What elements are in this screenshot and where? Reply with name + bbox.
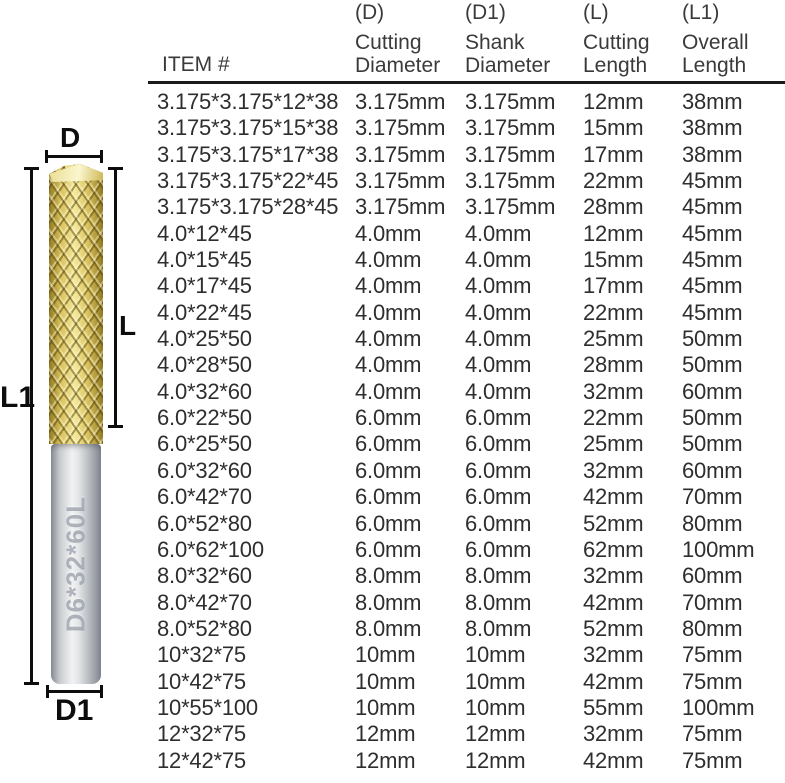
cell-d1: 4.0mm <box>465 352 532 378</box>
cell-l: 32mm <box>583 563 644 589</box>
cell-d: 4.0mm <box>355 352 422 378</box>
cell-item: 4.0*22*45 <box>157 299 252 325</box>
cell-l: 32mm <box>583 721 644 747</box>
table-row <box>157 590 785 616</box>
cell-d1: 6.0mm <box>465 457 532 483</box>
cell-item: 8.0*52*80 <box>157 615 252 641</box>
dimension-tick <box>108 167 123 170</box>
header-name-line: Length <box>682 54 747 77</box>
cell-d: 3.175mm <box>355 168 446 194</box>
table-row <box>157 721 785 747</box>
cell-l1: 50mm <box>682 431 743 457</box>
cell-l1: 75mm <box>682 747 743 773</box>
cell-l1: 60mm <box>682 378 743 404</box>
cell-l: 12mm <box>583 220 644 246</box>
cell-l1: 45mm <box>682 168 743 194</box>
table-row <box>157 537 785 563</box>
cell-l: 32mm <box>583 642 644 668</box>
cell-d1: 6.0mm <box>465 405 532 431</box>
cell-d: 6.0mm <box>355 405 422 431</box>
cell-item: 3.175*3.175*17*38 <box>157 141 339 167</box>
cell-item: 12*42*75 <box>157 747 246 773</box>
header-cutting-diameter <box>355 2 465 81</box>
cell-d1: 3.175mm <box>465 168 556 194</box>
cell-l1: 50mm <box>682 326 743 352</box>
header-item-label: ITEM # <box>162 53 230 76</box>
cell-d1: 10mm <box>465 694 526 720</box>
header-name-line: Cutting <box>583 31 650 54</box>
endmill-shank <box>51 444 101 684</box>
dimension-tick <box>45 150 48 163</box>
cell-l1: 75mm <box>682 642 743 668</box>
cell-l: 52mm <box>583 510 644 536</box>
cell-l: 52mm <box>583 615 644 641</box>
dimension-label-l: L <box>119 310 137 341</box>
cell-item: 4.0*17*45 <box>157 273 252 299</box>
header-code: (D) <box>355 1 385 24</box>
cell-d1: 10mm <box>465 668 526 694</box>
header-name-line: Diameter <box>355 54 441 77</box>
cell-l1: 45mm <box>682 247 743 273</box>
endmill-diagram <box>0 0 150 783</box>
cell-d1: 4.0mm <box>465 326 532 352</box>
table-row <box>157 484 785 510</box>
cell-item: 3.175*3.175*28*45 <box>157 194 339 220</box>
dimension-tick <box>24 682 39 685</box>
cell-item: 10*32*75 <box>157 642 246 668</box>
cell-item: 4.0*12*45 <box>157 220 252 246</box>
cell-l: 15mm <box>583 247 644 273</box>
cell-d: 10mm <box>355 694 416 720</box>
cell-d1: 4.0mm <box>465 299 532 325</box>
header-code: (L) <box>583 1 609 24</box>
cell-d1: 8.0mm <box>465 563 532 589</box>
table-row <box>157 89 785 115</box>
dimension-tick <box>108 425 123 428</box>
header-code: (D1) <box>465 1 506 24</box>
cell-item: 10*42*75 <box>157 668 246 694</box>
cell-l: 22mm <box>583 299 644 325</box>
cell-l: 12mm <box>583 89 644 114</box>
endmill-cutting-flute <box>49 164 103 444</box>
cell-item: 3.175*3.175*12*38 <box>157 89 339 114</box>
cell-d1: 4.0mm <box>465 220 532 246</box>
cell-l1: 75mm <box>682 721 743 747</box>
cell-l: 17mm <box>583 141 644 167</box>
table-row <box>157 695 785 721</box>
header-overall-length <box>682 2 785 81</box>
cell-item: 6.0*42*70 <box>157 484 252 510</box>
cell-d1: 3.175mm <box>465 141 556 167</box>
dimension-line-l1 <box>30 168 33 685</box>
cell-l: 17mm <box>583 273 644 299</box>
cell-l1: 100mm <box>682 536 755 562</box>
cell-d1: 3.175mm <box>465 194 556 220</box>
endmill-tip-facet <box>49 164 103 182</box>
spec-table-header <box>157 0 785 81</box>
cell-item: 10*55*100 <box>157 694 258 720</box>
table-row <box>157 563 785 589</box>
cell-d1: 6.0mm <box>465 510 532 536</box>
cell-l: 22mm <box>583 168 644 194</box>
cell-d: 8.0mm <box>355 563 422 589</box>
cell-l1: 45mm <box>682 220 743 246</box>
cell-d: 4.0mm <box>355 378 422 404</box>
table-row <box>157 300 785 326</box>
dimension-tick <box>24 167 39 170</box>
dimension-bracket-d1 <box>46 690 103 693</box>
cell-d1: 4.0mm <box>465 273 532 299</box>
cell-d: 6.0mm <box>355 431 422 457</box>
cell-d1: 4.0mm <box>465 247 532 273</box>
cell-d1: 12mm <box>465 747 526 773</box>
table-row <box>157 326 785 352</box>
dimension-tick <box>46 685 49 698</box>
cell-l: 62mm <box>583 536 644 562</box>
cell-d: 6.0mm <box>355 457 422 483</box>
cell-l: 42mm <box>583 589 644 615</box>
cell-d1: 8.0mm <box>465 589 532 615</box>
table-row <box>157 194 785 220</box>
header-name-line: Shank <box>465 31 525 54</box>
cell-d1: 8.0mm <box>465 615 532 641</box>
cell-l1: 45mm <box>682 299 743 325</box>
cell-d: 8.0mm <box>355 589 422 615</box>
cell-d: 6.0mm <box>355 536 422 562</box>
dimension-label-l1: L1 <box>0 381 36 414</box>
cell-l: 42mm <box>583 747 644 773</box>
cell-d: 6.0mm <box>355 510 422 536</box>
cell-l1: 70mm <box>682 484 743 510</box>
header-code: (L1) <box>682 1 720 24</box>
cell-item: 4.0*28*50 <box>157 352 252 378</box>
cell-item: 3.175*3.175*22*45 <box>157 168 339 194</box>
spec-table-body <box>157 89 785 774</box>
cell-d: 3.175mm <box>355 194 446 220</box>
dimension-bracket-d <box>45 155 103 158</box>
shank-engraving-text: D6*32*60L <box>60 495 91 633</box>
cell-d1: 4.0mm <box>465 378 532 404</box>
cell-d1: 6.0mm <box>465 536 532 562</box>
cell-l1: 60mm <box>682 457 743 483</box>
cell-d1: 3.175mm <box>465 89 556 114</box>
table-row <box>157 115 785 141</box>
table-row <box>157 616 785 642</box>
cell-item: 6.0*22*50 <box>157 405 252 431</box>
cell-l1: 45mm <box>682 273 743 299</box>
cell-l1: 80mm <box>682 510 743 536</box>
table-row <box>157 247 785 273</box>
cell-d: 4.0mm <box>355 273 422 299</box>
cell-l: 15mm <box>583 115 644 141</box>
table-row <box>157 405 785 431</box>
cell-l: 32mm <box>583 378 644 404</box>
cell-d: 8.0mm <box>355 615 422 641</box>
cell-item: 4.0*32*60 <box>157 378 252 404</box>
header-item-number <box>157 2 355 81</box>
header-shank-diameter <box>465 2 583 81</box>
table-row <box>157 168 785 194</box>
cell-item: 4.0*25*50 <box>157 326 252 352</box>
cell-l: 22mm <box>583 405 644 431</box>
cell-l: 25mm <box>583 326 644 352</box>
cell-l1: 70mm <box>682 589 743 615</box>
header-name-line: Overall <box>682 31 749 54</box>
table-row <box>157 142 785 168</box>
cell-l1: 50mm <box>682 352 743 378</box>
table-row <box>157 273 785 299</box>
cell-item: 8.0*42*70 <box>157 589 252 615</box>
cell-l: 55mm <box>583 694 644 720</box>
cell-l1: 100mm <box>682 694 755 720</box>
cell-item: 6.0*52*80 <box>157 510 252 536</box>
dimension-label-d: D <box>60 122 81 153</box>
table-row <box>157 748 785 774</box>
table-row <box>157 431 785 457</box>
cell-d: 3.175mm <box>355 115 446 141</box>
table-row <box>157 511 785 537</box>
cell-d: 10mm <box>355 668 416 694</box>
cell-item: 4.0*15*45 <box>157 247 252 273</box>
cell-d: 4.0mm <box>355 220 422 246</box>
cell-d: 6.0mm <box>355 484 422 510</box>
cell-item: 6.0*32*60 <box>157 457 252 483</box>
cell-l: 28mm <box>583 352 644 378</box>
cell-l1: 38mm <box>682 115 743 141</box>
cell-d1: 6.0mm <box>465 431 532 457</box>
cell-d: 12mm <box>355 747 416 773</box>
table-row <box>157 458 785 484</box>
cell-d: 10mm <box>355 642 416 668</box>
table-row <box>157 642 785 668</box>
cell-item: 12*32*75 <box>157 721 246 747</box>
cell-l1: 75mm <box>682 668 743 694</box>
cell-d1: 6.0mm <box>465 484 532 510</box>
table-row <box>157 352 785 378</box>
spec-table <box>157 0 785 773</box>
cell-d1: 12mm <box>465 721 526 747</box>
cell-l1: 60mm <box>682 563 743 589</box>
dimension-tick <box>100 150 103 163</box>
header-divider-rule <box>148 81 785 84</box>
header-name-line: Length <box>583 54 648 77</box>
cell-d: 4.0mm <box>355 299 422 325</box>
cell-item: 6.0*62*100 <box>157 536 264 562</box>
header-name-line: Cutting <box>355 31 422 54</box>
dimension-line-l <box>114 168 117 428</box>
cell-l: 28mm <box>583 194 644 220</box>
cell-l1: 38mm <box>682 141 743 167</box>
cell-l: 32mm <box>583 457 644 483</box>
cell-d1: 10mm <box>465 642 526 668</box>
cell-d: 4.0mm <box>355 247 422 273</box>
table-row <box>157 669 785 695</box>
cell-l1: 45mm <box>682 194 743 220</box>
cell-l1: 38mm <box>682 89 743 114</box>
cell-d: 3.175mm <box>355 89 446 114</box>
cell-l: 25mm <box>583 431 644 457</box>
cell-item: 3.175*3.175*15*38 <box>157 115 339 141</box>
cell-d: 3.175mm <box>355 141 446 167</box>
header-name-line: Diameter <box>465 54 551 77</box>
cell-l1: 50mm <box>682 405 743 431</box>
cell-l1: 80mm <box>682 615 743 641</box>
cell-d: 12mm <box>355 721 416 747</box>
header-cutting-length <box>583 2 682 81</box>
dimension-label-d1: D1 <box>55 694 94 727</box>
cell-l: 42mm <box>583 668 644 694</box>
cell-d: 4.0mm <box>355 326 422 352</box>
cell-item: 6.0*25*50 <box>157 431 252 457</box>
cell-l: 42mm <box>583 484 644 510</box>
dimension-tick <box>100 685 103 698</box>
table-row <box>157 221 785 247</box>
cell-d1: 3.175mm <box>465 115 556 141</box>
cell-item: 8.0*32*60 <box>157 563 252 589</box>
table-row <box>157 379 785 405</box>
